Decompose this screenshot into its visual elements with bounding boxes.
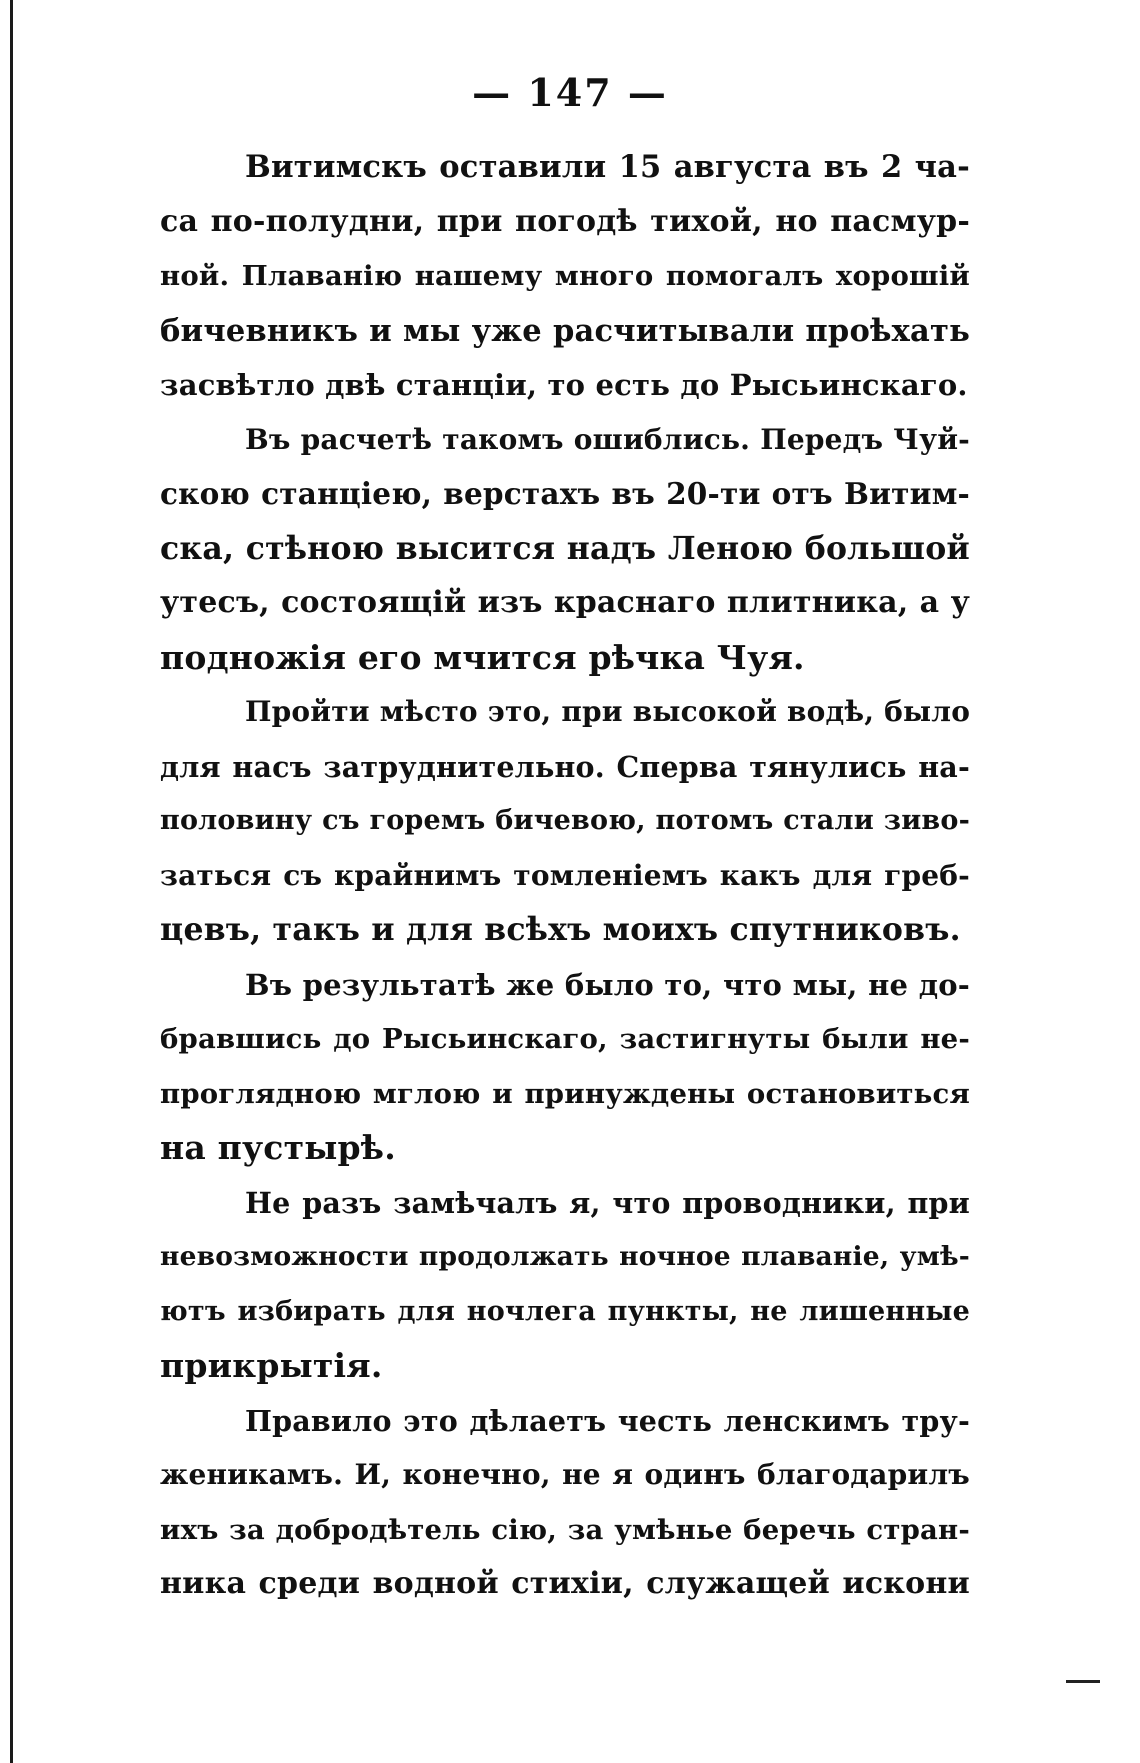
text-line: невозможности продолжать ночное плаваніе, умѣ-	[160, 1241, 970, 1272]
text-line: бравшись до Рысьинскаго, застигнуты были не-	[160, 1023, 970, 1055]
text-line: Въ расчетѣ такомъ ошиблись. Передъ Чуй-	[245, 422, 970, 456]
text-line: цевъ, такъ и для всѣхъ моихъ спутниковъ.	[160, 911, 961, 948]
text-line: засвѣтло двѣ станціи, то есть до Рысьинскаго.	[160, 368, 968, 402]
text-line: ной. Плаванію нашему много помогалъ хорошій	[160, 260, 970, 292]
text-line: Витимскъ оставили 15 августа въ 2 ча-	[245, 149, 970, 185]
text-line: женикамъ. И, конечно, не я одинъ благодарилъ	[160, 1458, 970, 1491]
text-line: ника среди водной стихіи, служащей искони	[160, 1566, 970, 1601]
text-line: для насъ затруднительно. Сперва тянулись на-	[160, 749, 970, 784]
text-line: Въ результатѣ же было то, что мы, не до-	[245, 967, 970, 1002]
text-line: на пустырѣ.	[160, 1128, 396, 1167]
margin-dash-mark	[1066, 1680, 1100, 1683]
page-number: — 147 —	[472, 70, 668, 115]
text-line: са по-полудни, при погодѣ тихой, но пасмур-	[160, 203, 970, 239]
text-line: прикрытія.	[160, 1346, 383, 1385]
text-line: Пройти мѣсто это, при высокой водѣ, было	[245, 695, 971, 728]
text-line: Не разъ замѣчалъ я, что проводники, при	[245, 1185, 970, 1220]
text-line: ска, стѣною высится надъ Леною большой	[160, 529, 970, 567]
text-line: заться съ крайнимъ томленіемъ какъ для греб-	[160, 858, 970, 892]
text-line: проглядною мглою и принуждены остановиться	[160, 1077, 970, 1110]
binding-edge-line	[10, 0, 13, 1763]
text-line: ютъ избирать для ночлега пункты, не лишенные	[160, 1295, 970, 1327]
body-text	[160, 140, 970, 1612]
text-line: Правило это дѣлаетъ честь ленскимъ тру-	[245, 1403, 970, 1438]
text-line: ихъ за добродѣтель сію, за умѣнье беречь стран-	[160, 1513, 970, 1546]
text-line: утесъ, состоящій изъ краснаго плитника, а у	[160, 585, 970, 620]
text-line: скою станціею, верстахъ въ 20-ти отъ Витим-	[160, 476, 970, 511]
text-line: бичевникъ и мы уже расчитывали проѣхать	[160, 312, 970, 349]
text-line: подножія его мчится рѣчка Чуя.	[160, 637, 805, 677]
text-line: половину съ горемъ бичевою, потомъ стали зиво-	[160, 805, 970, 836]
